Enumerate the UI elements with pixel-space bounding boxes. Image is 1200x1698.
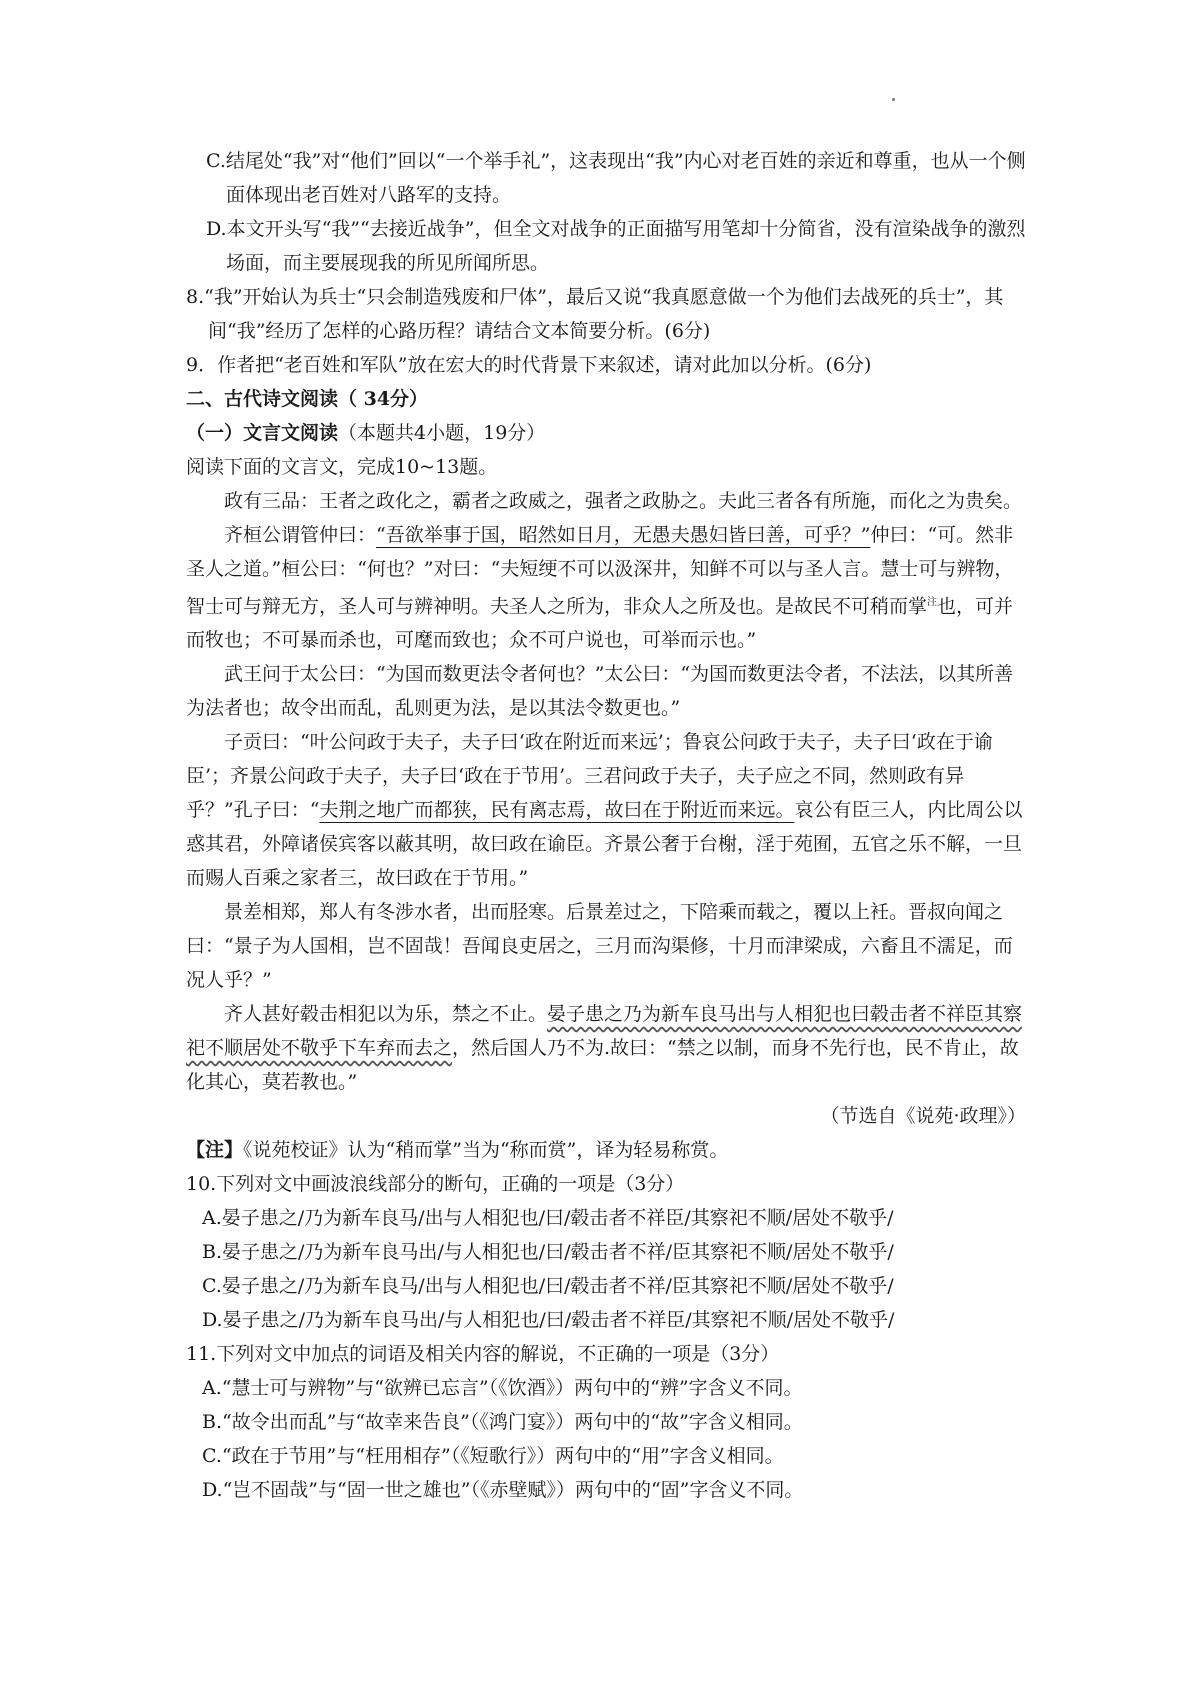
q11-option-c: C.“政在于节用”与“枉用相存”（《短歌行》）两句中的“用”字含义相同。 xyxy=(202,1445,784,1468)
p2-underlined-quote: “吾欲举事于国，昭然如日月，无愚夫愚妇皆曰善，可乎？” xyxy=(376,524,871,546)
p6-tail: ，然后国人乃不为.故曰：“禁之以制，而身不先行也，民不肯止，故化其心，莫若教也。” xyxy=(186,1037,1019,1094)
q10-option-b: B.晏子患之/乃为新车良马出/与人相犯也/曰/毂击者不祥/臣其察祀不顺/居处不敬乎/ xyxy=(202,1241,894,1264)
passage-paragraph-6 xyxy=(186,997,1026,1099)
passage-paragraph-5: 景差相郑，郑人有冬涉水者，出而胫寒。后景差过之，下陪乘而载之，覆以上衽。晋叔向闻之曰：“景子为人国相，岂不固哉！吾闻良吏居之，三月而沟渠修，十月而津梁成，六畜且不濡足，而况人乎？” xyxy=(186,901,1013,992)
sub-heading-title: （一）文言文阅读 xyxy=(186,422,339,444)
question-9: 9．作者把“老百姓和军队”放在宏大的时代背景下来叙述，请对此加以分析。(6分) xyxy=(186,354,872,376)
sub-heading xyxy=(186,416,1026,450)
passage-source: （节选自《说苑·政理》） xyxy=(820,1105,1026,1128)
passage-paragraph-2 xyxy=(186,518,1026,657)
p6-wavy-segment: 晏子患之乃为新车良马出与人相犯也曰毂击者不祥臣其察祀不顺居处不敬乎下车弃而去之 xyxy=(186,1003,1023,1060)
p6-lead: 齐人甚好毂击相犯以为乐，禁之不止。 xyxy=(224,1003,548,1026)
p4-underlined-sentence: 夫荆之地广而都狭，民有离志焉，故曰在于附近而来远。 xyxy=(319,799,795,822)
p2-body: 仲曰：“可。然非圣人之道。”桓公曰：“何也？”对曰：“夫短绠不可以汲深井，知鲜不可以与圣人言。慧士可与辨物，智士可与辩无方，圣人可与辨神明。夫圣人之所为，非众人之所及也。是故民不可稍而掌 xyxy=(186,524,1014,618)
instruction: 阅读下面的文言文，完成10~13题。 xyxy=(186,456,498,478)
passage-paragraph-3: 武王问于太公曰：“为国而数更法令者何也？”太公曰：“为国而数更法令者，不法法，以其所善为法者也；故令出而乱，乱则更为法，是以其法令数更也。” xyxy=(186,663,1014,720)
p2-lead: 齐桓公谓管仲曰： xyxy=(224,524,377,546)
question-10-stem: 10.下列对文中画波浪线部分的断句，正确的一项是（3分） xyxy=(186,1173,685,1196)
option-c: C.结尾处“我”对“他们”回以“一个举手礼”，这表现出“我”内心对老百姓的亲近和尊重，也从一个侧面体现出老百姓对八路军的支持。 xyxy=(206,150,1026,206)
q11-option-b: B.“故令出而乱”与“故幸来告良”（《鸿门宴》）两句中的“故”字含义相同。 xyxy=(202,1411,803,1434)
page-dot xyxy=(892,98,895,101)
section-heading: 二、古代诗文阅读（ 34分） xyxy=(186,388,429,410)
note-text: 《说苑校证》认为“稍而掌”当为“称而赏”，译为轻易称赏。 xyxy=(243,1139,729,1162)
passage-paragraph-1: 政有三品：王者之政化之，霸者之政威之，强者之政胁之。夫此三者各有所施，而化之为贵矣。 xyxy=(224,490,1023,512)
p4-lead: 子贡曰：“叶公问政于夫子，夫子曰‘政在附近而来远’；鲁哀公问政于夫子，夫子曰‘政在于谕臣’；齐景公问政于夫子，夫子曰‘政在于节用’。三君问政于夫子，夫子应之不同，然则政有异乎？”孔子曰：“ xyxy=(186,731,993,822)
p2-note-mark: 注 xyxy=(927,597,938,608)
question-8: 8.“我”开始认为兵士“只会制造残废和尸体”，最后又说“我真愿意做一个为他们去战死的兵士”，其间“我”经历了怎样的心路历程？请结合文本简要分析。(6分) xyxy=(186,286,1004,342)
p2-tail: 也，可并而牧也；不可暴而杀也，可麾而致也；众不可户说也，可举而示也。” xyxy=(186,595,1014,652)
q11-option-a: A.“慧士可与辨物”与“欲辨已忘言”（《饮酒》）两句中的“辨”字含义不同。 xyxy=(202,1377,803,1400)
q11-option-d: D.“岂不固哉”与“固一世之雄也”（《赤壁赋》）两句中的“固”字含义不同。 xyxy=(202,1479,804,1502)
question-11-stem: 11.下列对文中加点的词语及相关内容的解说，不正确的一项是（3分） xyxy=(186,1343,780,1366)
note-line xyxy=(186,1133,1026,1167)
p4-tail: 哀公有臣三人，内比周公以惑其君，外障诸侯宾客以蔽其明，故曰政在谕臣。齐景公奢于台榭，淫于苑囿，五官之乐不解，一旦而赐人百乘之家者三，故曰政在于节用。” xyxy=(186,799,1023,890)
exam-page xyxy=(186,144,1026,1507)
q10-option-d: D.晏子患之/乃为新车良马出/与人相犯也/曰/毂击者不祥臣/其察祀不顺/居处不敬乎/ xyxy=(202,1309,895,1332)
option-d: D.本文开头写“我”“去接近战争”，但全文对战争的正面描写用笔却十分简省，没有渲染战争的激烈场面，而主要展现我的所见所闻所思。 xyxy=(206,218,1026,274)
q10-option-c: C.晏子患之/乃为新车良马/出与人相犯也/曰/毂击者不祥/臣其察祀不顺/居处不敬乎/ xyxy=(202,1275,894,1298)
sub-heading-note: （本题共4小题，19分） xyxy=(338,422,546,444)
note-label: 【注】 xyxy=(186,1139,244,1162)
q10-option-a: A.晏子患之/乃为新车良马/出与人相犯也/曰/毂击者不祥臣/其察祀不顺/居处不敬乎/ xyxy=(202,1207,894,1230)
passage-paragraph-4 xyxy=(186,725,1026,895)
